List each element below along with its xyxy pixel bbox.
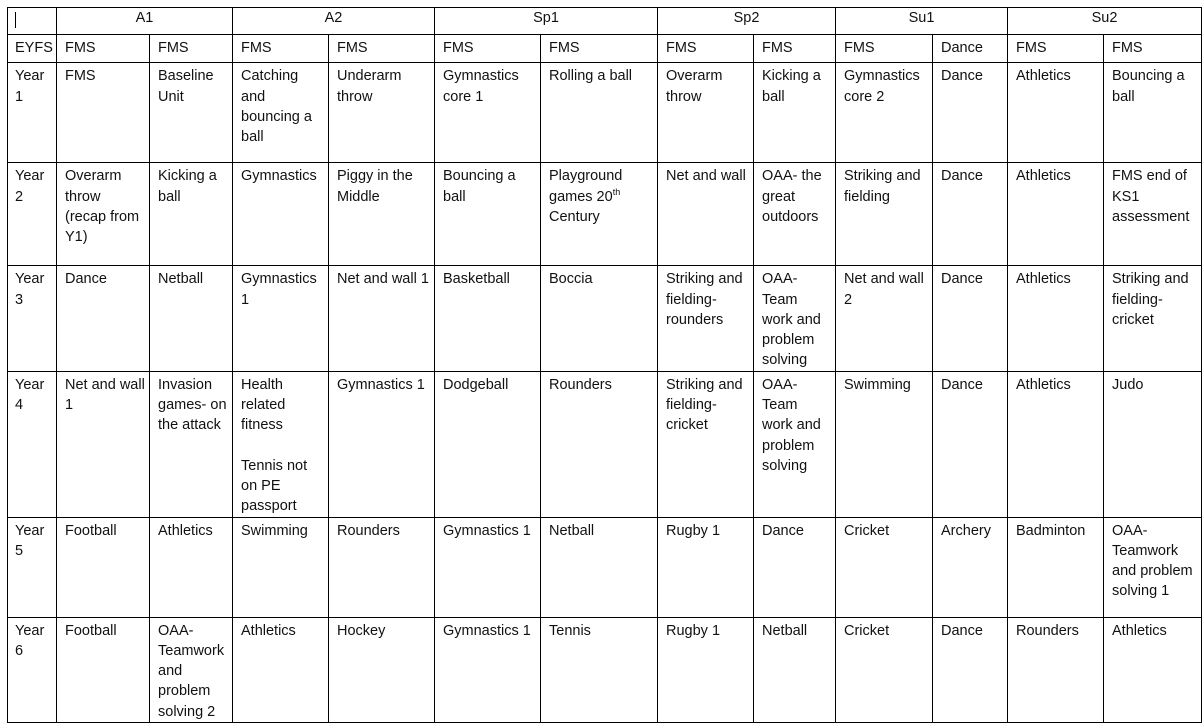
year-row [8, 163, 1202, 266]
table-cell: Overarm throw (recap from Y1) [57, 163, 150, 266]
table-cell: Athletics [233, 617, 329, 722]
table-cell: Netball [754, 617, 836, 722]
table-cell: Rugby 1 [658, 617, 754, 722]
table-cell: Kicking a ball [150, 163, 233, 266]
table-cell: Judo [1104, 371, 1202, 517]
row-label-number: 2 [15, 188, 24, 205]
table-cell: Athletics [1104, 617, 1202, 722]
table-cell: Net and wall 1 [57, 371, 150, 517]
paragraph-gap [241, 436, 324, 456]
table-cell: Net and wall 2 [836, 266, 933, 371]
row-label-number: 3 [15, 291, 24, 308]
table-cell: Kicking a ball [754, 63, 836, 163]
cell-note: Tennis not on PE passport [241, 457, 308, 515]
row-label-number: 6 [15, 642, 24, 659]
cell-text: Playground games 20 [549, 168, 623, 205]
table-cell: Bouncing a ball [1104, 63, 1202, 163]
row-label-number: 1 [15, 88, 24, 105]
table-cell: Cricket [836, 517, 933, 617]
year-row [8, 266, 1202, 371]
row-label-word: Year [15, 522, 45, 539]
period-header-row [8, 8, 1202, 35]
table-cell: Cricket [836, 617, 933, 722]
table-cell: Athletics [150, 517, 233, 617]
table-cell: Gymnastics core 1 [435, 63, 541, 163]
table-cell: FMS [1104, 35, 1202, 63]
table-cell: Net and wall [658, 163, 754, 266]
cursor-mark [15, 12, 16, 28]
table-cell: FMS [150, 35, 233, 63]
row-label [8, 266, 57, 371]
table-cell: Boccia [541, 266, 658, 371]
table-cell: FMS [233, 35, 329, 63]
table-cell: Basketball [435, 266, 541, 371]
superscript-text: th [612, 186, 621, 197]
table-cell: Dance [933, 163, 1008, 266]
table-cell: OAA- Teamwork and problem solving 2 [150, 617, 233, 722]
table-cell: Dance [57, 266, 150, 371]
table-cell: Rugby 1 [658, 517, 754, 617]
table-cell: Athletics [1008, 371, 1104, 517]
table-cell: Netball [541, 517, 658, 617]
table-cell: Gymnastics 1 [329, 371, 435, 517]
table-cell: Bouncing a ball [435, 163, 541, 266]
table-cell: Swimming [233, 517, 329, 617]
table-cell: Dodgeball [435, 371, 541, 517]
table-cell: OAA- the great outdoors [754, 163, 836, 266]
table-cell: Gymnastics 1 [435, 617, 541, 722]
table-cell: FMS [836, 35, 933, 63]
table-cell: Football [57, 517, 150, 617]
row-label-word: Year [15, 271, 45, 288]
row-label-word: Year [15, 622, 45, 639]
table-cell: Piggy in the Middle [329, 163, 435, 266]
table-cell: Rolling a ball [541, 63, 658, 163]
year-row [8, 517, 1202, 617]
table-cell: OAA- Teamwork and problem solving 1 [1104, 517, 1202, 617]
table-cell: Athletics [1008, 266, 1104, 371]
period-header: Su2 [1008, 8, 1202, 35]
row-label-word: Year [15, 376, 45, 393]
period-header: A2 [233, 8, 435, 35]
period-header: Su1 [836, 8, 1008, 35]
corner-cell [8, 8, 57, 35]
table-cell: Gymnastics core 2 [836, 63, 933, 163]
table-cell: Rounders [329, 517, 435, 617]
period-header: Sp1 [435, 8, 658, 35]
table-cell: Striking and fielding [836, 163, 933, 266]
cell-text-tail: Century [549, 208, 600, 225]
table-cell: Swimming [836, 371, 933, 517]
table-cell: Striking and fielding- rounders [658, 266, 754, 371]
pe-curriculum-table [7, 7, 1202, 723]
table-cell: Rounders [541, 371, 658, 517]
period-header: A1 [57, 8, 233, 35]
table-cell: Dance [933, 266, 1008, 371]
row-label-word: Year [15, 168, 45, 185]
table-cell: Athletics [1008, 163, 1104, 266]
table-cell: FMS [1008, 35, 1104, 63]
table-cell: Hockey [329, 617, 435, 722]
row-label-word: Year [15, 68, 45, 85]
table-cell: Striking and fielding- cricket [1104, 266, 1202, 371]
table-cell: FMS [658, 35, 754, 63]
table-cell: FMS [57, 63, 150, 163]
table-cell: Dance [933, 35, 1008, 63]
table-cell: Invasion games- on the attack [150, 371, 233, 517]
table-cell: Baseline Unit [150, 63, 233, 163]
table-cell: Dance [933, 371, 1008, 517]
table-cell: Archery [933, 517, 1008, 617]
table-cell: Rounders [1008, 617, 1104, 722]
row-label [8, 163, 57, 266]
table-cell: Gymnastics 1 [435, 517, 541, 617]
table-cell: Netball [150, 266, 233, 371]
table-cell: Athletics [1008, 63, 1104, 163]
table-cell: Dance [933, 617, 1008, 722]
table-cell: FMS [57, 35, 150, 63]
year-row [8, 617, 1202, 722]
row-label [8, 63, 57, 163]
table-cell: FMS [541, 35, 658, 63]
row-label: EYFS [8, 35, 57, 63]
table-cell: Badminton [1008, 517, 1104, 617]
sub-header-row [8, 35, 1202, 63]
table-cell: Striking and fielding- cricket [658, 371, 754, 517]
year-row [8, 371, 1202, 517]
period-header: Sp2 [658, 8, 836, 35]
table-cell-with-note [233, 371, 329, 517]
table-cell: Gymnastics [233, 163, 329, 266]
table-cell: FMS [329, 35, 435, 63]
table-cell: Net and wall 1 [329, 266, 435, 371]
table-cell-superscript [541, 163, 658, 266]
table-cell: Dance [754, 517, 836, 617]
row-label [8, 371, 57, 517]
row-label [8, 617, 57, 722]
table-cell: Overarm throw [658, 63, 754, 163]
table-cell: Catching and bouncing a ball [233, 63, 329, 163]
table-cell: OAA- Team work and problem solving [754, 371, 836, 517]
table-cell: FMS [435, 35, 541, 63]
table-cell: FMS [754, 35, 836, 63]
row-label-number: 5 [15, 542, 24, 559]
table-cell: Underarm throw [329, 63, 435, 163]
table-cell: Football [57, 617, 150, 722]
curriculum-table-wrapper [7, 7, 1202, 723]
table-cell: Dance [933, 63, 1008, 163]
year-row [8, 63, 1202, 163]
row-label-number: 4 [15, 397, 24, 414]
table-cell: Tennis [541, 617, 658, 722]
table-cell: FMS end of KS1 assessment [1104, 163, 1202, 266]
cell-text: Health related fitness [241, 376, 286, 434]
row-label [8, 517, 57, 617]
table-cell: OAA- Team work and problem solving [754, 266, 836, 371]
table-cell: Gymnastics 1 [233, 266, 329, 371]
